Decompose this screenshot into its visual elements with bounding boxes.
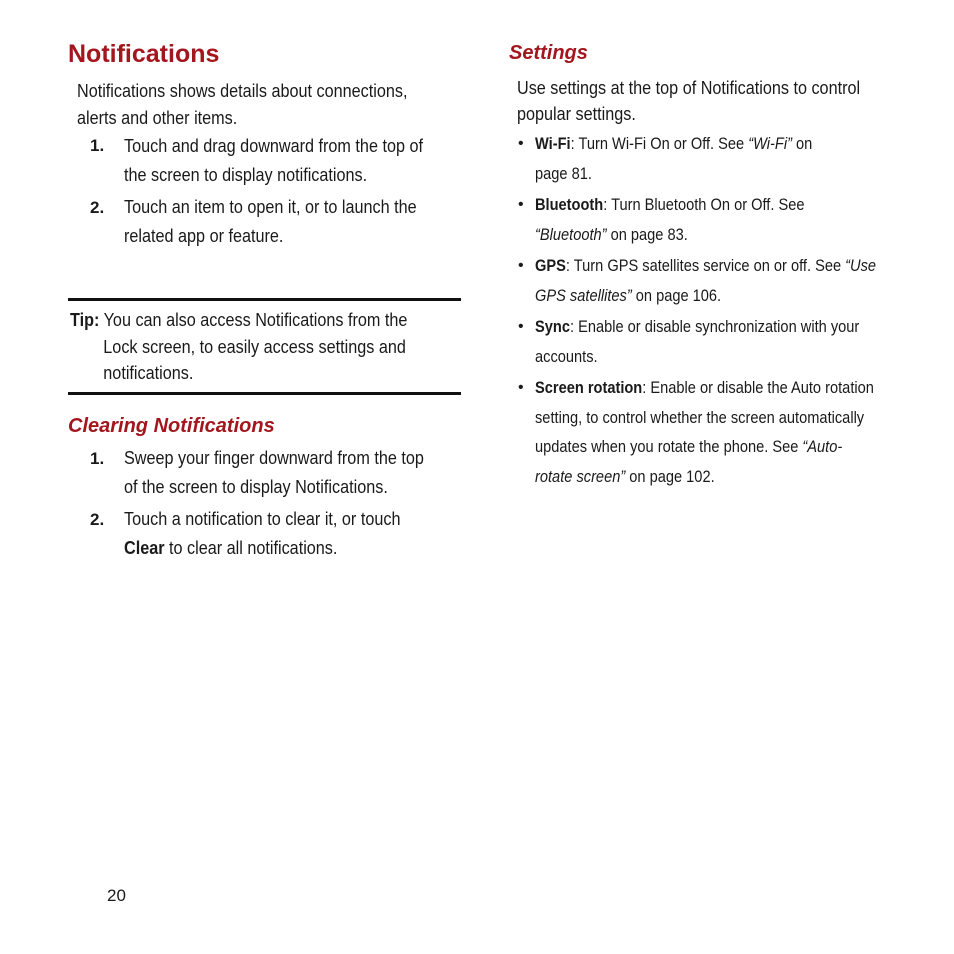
bullet-item-wifi: Wi-Fi: Turn Wi-Fi On or Off. See “Wi-Fi” on page 81. bbox=[535, 134, 813, 183]
bullet-dot: • bbox=[518, 379, 524, 396]
step-number: 2. bbox=[90, 198, 105, 217]
step-number: 2. bbox=[90, 510, 105, 529]
step-text: Sweep your finger downward from the top of the screen to display Notifications. bbox=[124, 448, 424, 497]
step-text: Touch a notification to clear it, or touch Clear to clear all notifications. bbox=[124, 509, 401, 558]
section-heading-settings: Settings bbox=[509, 42, 588, 64]
tip-label: Tip: bbox=[70, 310, 100, 330]
step-number: 1. bbox=[90, 449, 105, 468]
step-number: 1. bbox=[90, 136, 105, 155]
bullet-dot: • bbox=[518, 318, 524, 335]
section-heading-clearing: Clearing Notifications bbox=[68, 415, 275, 437]
step-text: Touch and drag downward from the top of the screen to display notifications. bbox=[124, 136, 423, 185]
tip-bottom-rule bbox=[68, 392, 461, 395]
intro-paragraph: Notifications shows details about connections, alerts and other items. bbox=[77, 81, 408, 128]
bullet-dot: • bbox=[518, 257, 524, 274]
tip-top-rule bbox=[68, 298, 461, 301]
bullet-item-screen-rotation: Screen rotation: Enable or disable the Auto rotation setting, to control whether the screen automatically updates when you rotate the phone. See “Auto- rotate screen” on page 102. bbox=[535, 378, 874, 486]
bullet-item-sync: Sync: Enable or disable synchronization with your accounts. bbox=[535, 317, 860, 366]
bullet-dot: • bbox=[518, 135, 524, 152]
tip-box: Tip: You can also access Notifications from the Lock screen, to easily access settings and notifications. bbox=[70, 310, 408, 383]
step-text: Touch an item to open it, or to launch the related app or feature. bbox=[124, 197, 417, 246]
bullet-dot: • bbox=[518, 196, 524, 213]
page-title: Notifications bbox=[68, 40, 220, 68]
settings-intro: Use settings at the top of Notifications to control popular settings. bbox=[517, 78, 861, 124]
bullet-item-gps: GPS: Turn GPS satellites service on or off. See “Use GPS satellites” on page 106. bbox=[535, 256, 877, 305]
clear-term: Clear bbox=[124, 538, 165, 558]
page-number: 20 bbox=[107, 886, 126, 905]
bullet-item-bluetooth: Bluetooth: Turn Bluetooth On or Off. See “Bluetooth” on page 83. bbox=[535, 195, 805, 244]
